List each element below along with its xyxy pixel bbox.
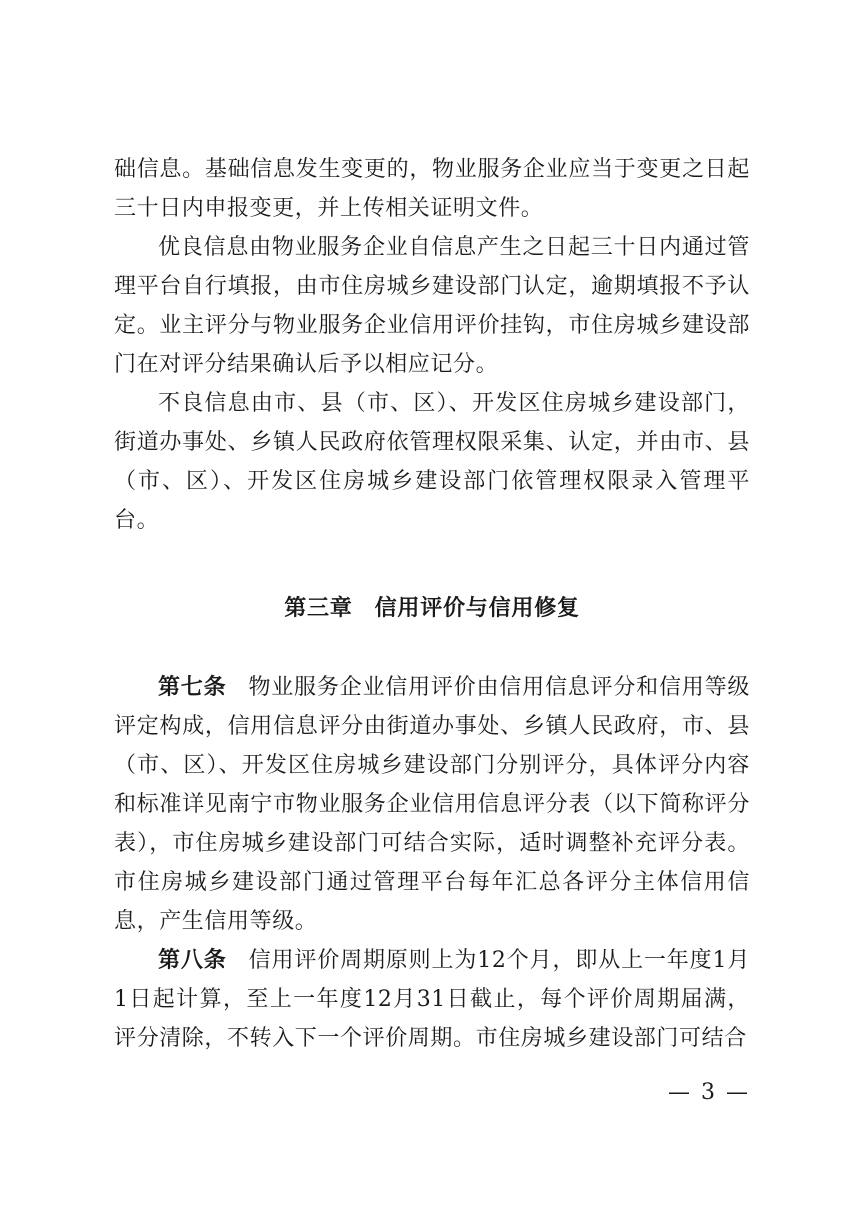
page-number: — 3 — bbox=[668, 1080, 750, 1105]
article-eight-text: 信用评价周期原则上为12个月，即从上一年度1月1日起计算，至上一年度12月31日截止，每个评价周期届满，评分清除，不转入下一个评价周期。市住房城乡建设部门可结合 bbox=[114, 948, 750, 1051]
chapter-title: 信用评价与信用修复 bbox=[374, 596, 580, 621]
paragraph-bad-info: 不良信息由市、县（市、区）、开发区住房城乡建设部门，街道办事处、乡镇人民政府依管理权限采集、认定，并由市、县（市、区）、开发区住房城乡建设部门依管理权限录入管理平台。 bbox=[114, 391, 750, 533]
paragraph-good-info: 优良信息由物业服务企业自信息产生之日起三十日内通过管理平台自行填报，由市住房城乡建设部门认定，逾期填报不予认定。业主评分与物业服务企业信用评价挂钩，市住房城乡建设部门在对评分结果确认后予以相应记分。 bbox=[114, 235, 750, 377]
paragraph-basic-info-continued: 础信息。基础信息发生变更的，物业服务企业应当于变更之日起三十日内申报变更，并上传相关证明文件。 bbox=[114, 157, 750, 221]
chapter-heading bbox=[114, 589, 750, 629]
article-seven bbox=[114, 668, 750, 941]
article-seven-label: 第七条 bbox=[158, 675, 227, 700]
article-eight bbox=[114, 941, 750, 1058]
chapter-number: 第三章 bbox=[284, 596, 353, 621]
article-eight-label: 第八条 bbox=[158, 948, 227, 973]
article-seven-text: 物业服务企业信用评价由信用信息评分和信用等级评定构成，信用信息评分由街道办事处、乡镇人民政府，市、县（市、区）、开发区住房城乡建设部门分别评分，具体评分内容和标准详见南宁市物业服务企业信用信息评分表（以下简称评分表），市住房城乡建设部门可结合实际，适时调整补充评分表。市住房城乡建设部门通过管理平台每年汇总各评分主体信用信息，产生信用等级。 bbox=[114, 675, 751, 934]
